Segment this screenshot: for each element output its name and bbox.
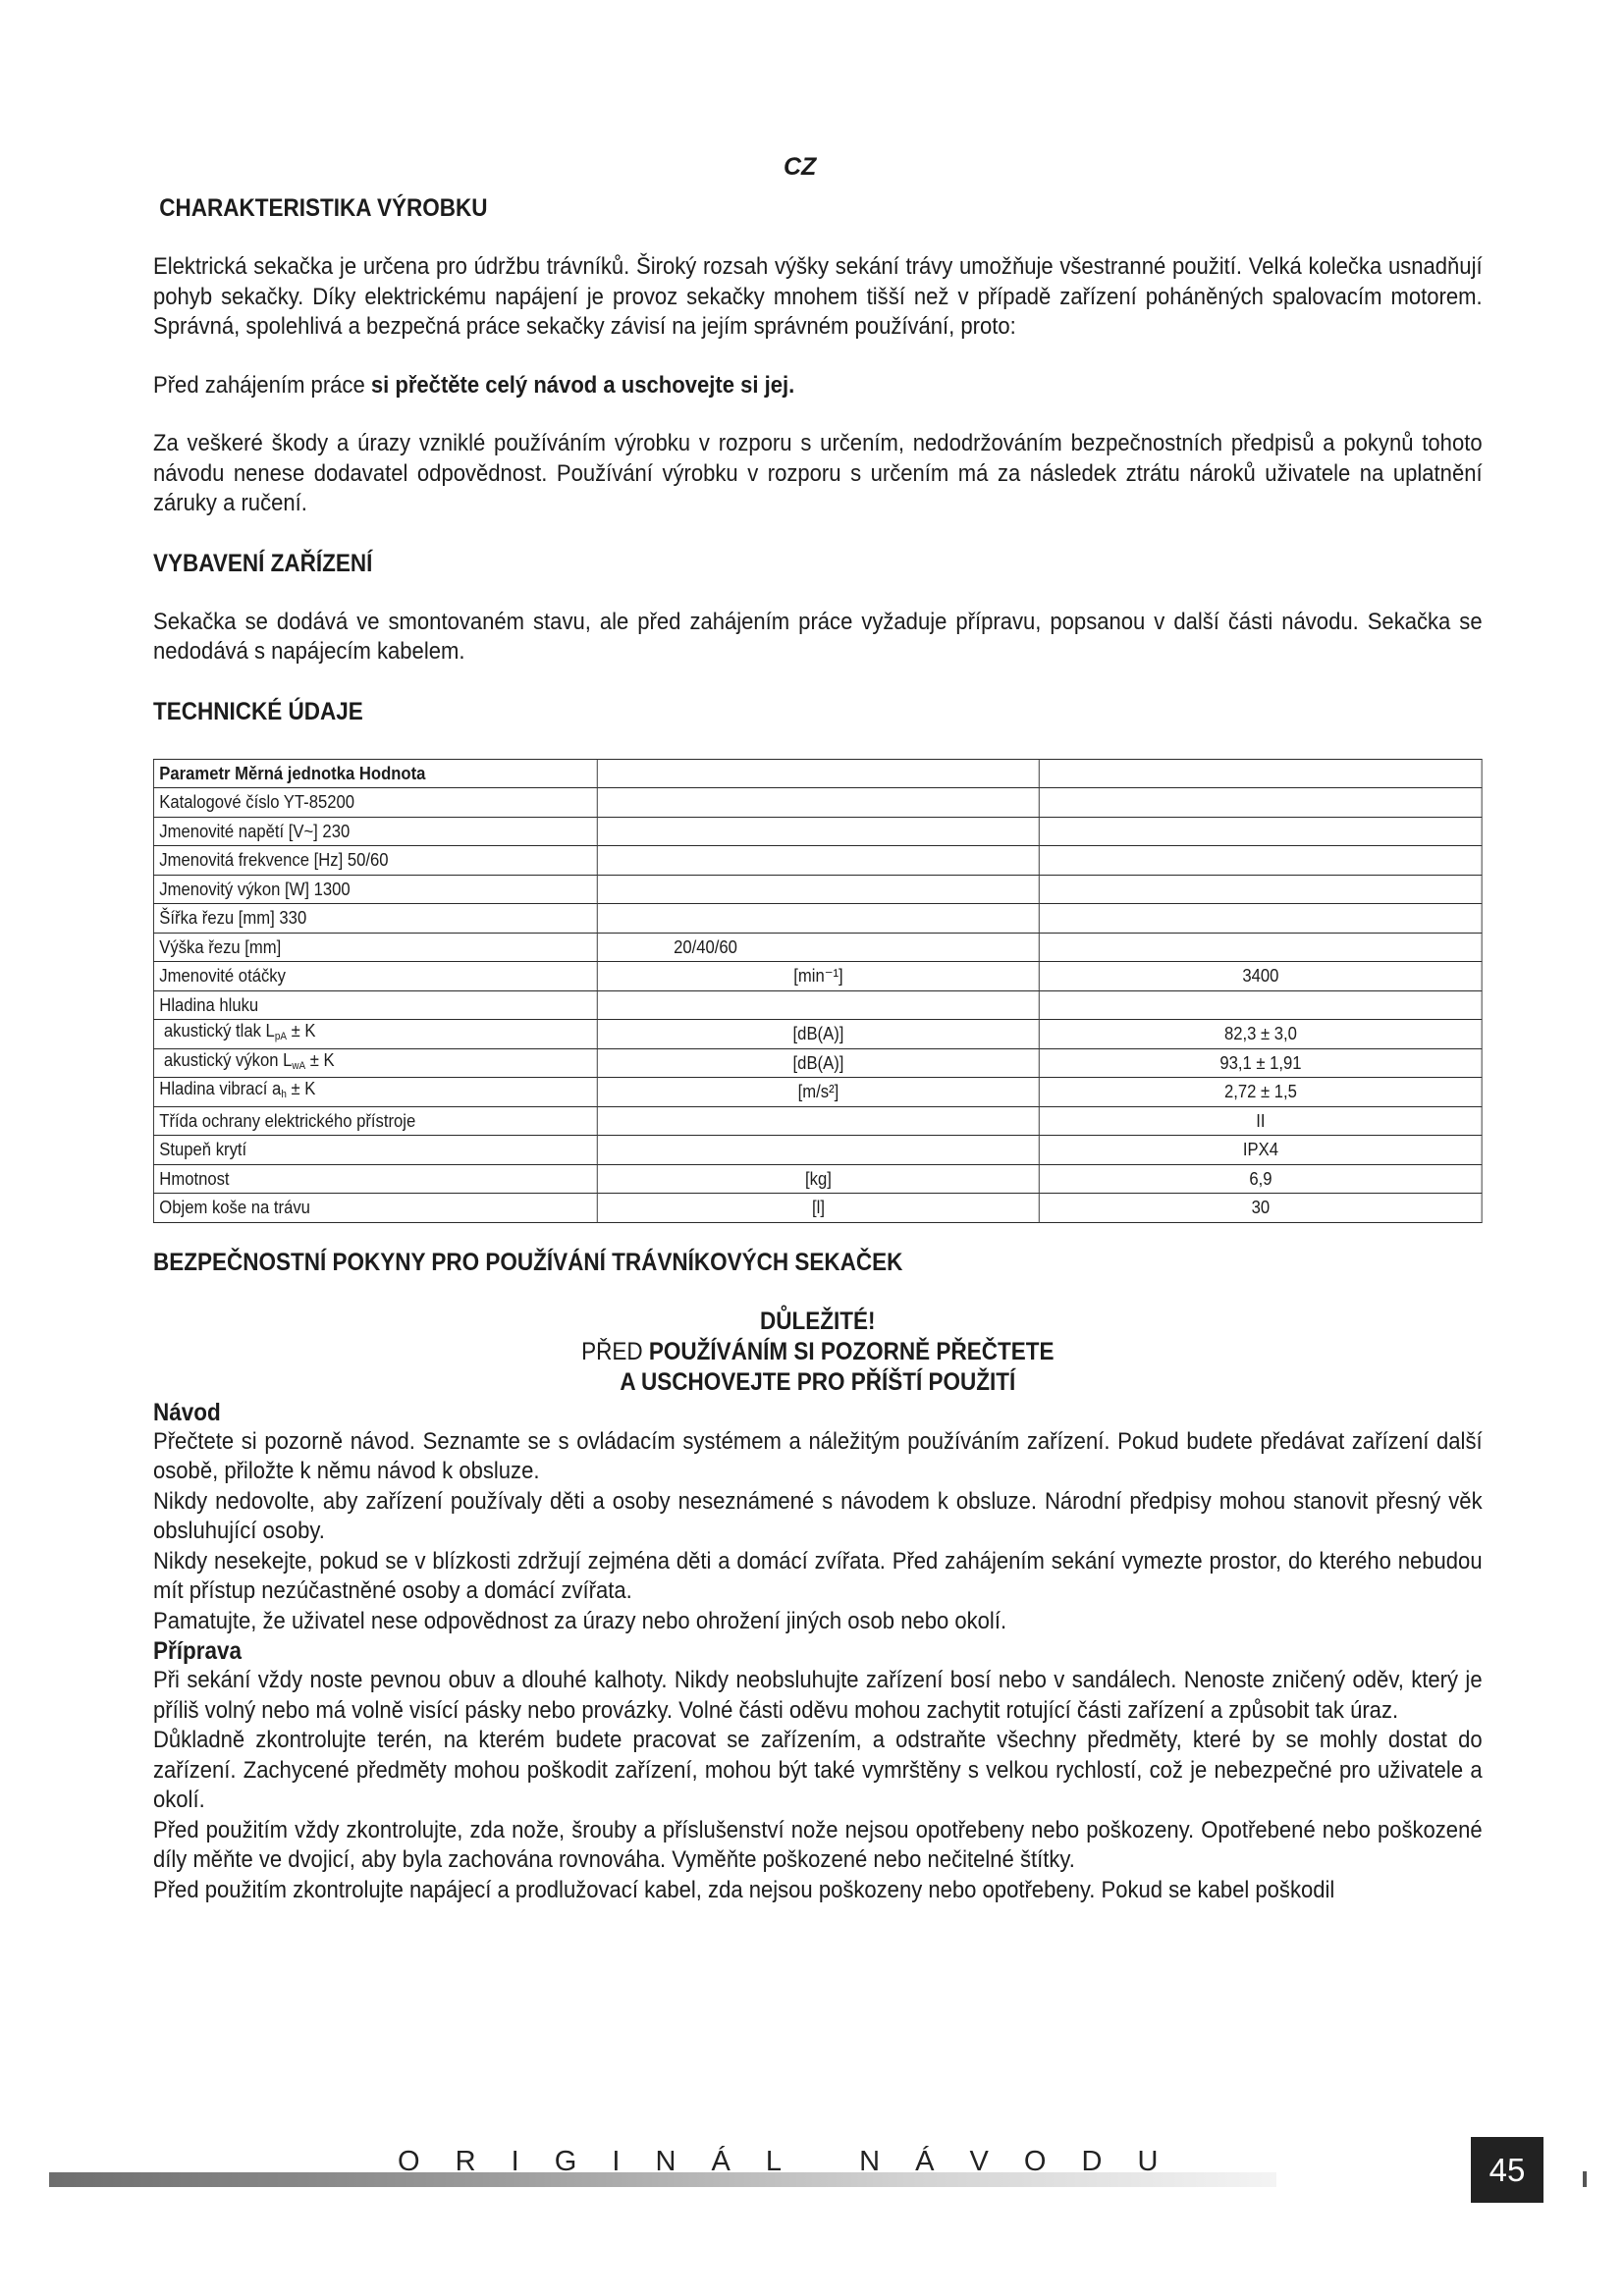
read-manual-normal: Před zahájením práce: [153, 371, 371, 399]
section-title-vybaveni: VYBAVENÍ ZAŘÍZENÍ: [153, 549, 373, 577]
footer-original-manual: [398, 2146, 1171, 2178]
section-title-technicke-udaje: TECHNICKÉ ÚDAJE: [153, 697, 363, 725]
row-unit: [dB(A)]: [597, 1048, 1039, 1078]
row-param: [153, 1078, 597, 1107]
row-param: Jmenovitá frekvence [Hz] 50/60: [153, 846, 597, 876]
important-notice: [153, 1307, 1483, 1398]
row-value: 82,3 ± 3,0: [1040, 1020, 1482, 1049]
row-value: 6,9: [1040, 1164, 1482, 1194]
important-line-2: [153, 1337, 1483, 1367]
table-row: [153, 933, 1482, 962]
row-unit: [597, 990, 1039, 1020]
important-line-1: DŮLEŽITÉ!: [760, 1307, 876, 1335]
param-suffix: ± K: [305, 1048, 335, 1070]
row-unit: [597, 1106, 1039, 1136]
row-unit: [l]: [597, 1194, 1039, 1223]
row-param: [153, 1048, 597, 1078]
edge-tick-mark: [1583, 2171, 1587, 2187]
priprava-paragraph-1: Při sekání vždy noste pevnou obuv a dlouhé kalhoty. Nikdy neobsluhujte zařízení bosí nebo v sandálech. Nenoste zničený oděv, který je příliš volný nebo má volně visící pásky nebo provázky. Volné části oděvu mohou zachytit rotující části zařízení a způsobit tak úraz.: [153, 1667, 1483, 1724]
row-param: [153, 1020, 597, 1049]
row-unit: [597, 875, 1039, 904]
row-value: 2,72 ± 1,5: [1040, 1078, 1482, 1107]
table-row: [153, 1164, 1482, 1194]
row-param: Katalogové číslo YT-85200: [153, 788, 597, 818]
table-row: [153, 1048, 1482, 1078]
row-unit: 20/40/60: [597, 933, 1039, 962]
paragraph-description: Elektrická sekačka je určena pro údržbu trávníků. Široký rozsah výšky sekání trávy umožňuje všestranné použití. Velká kolečka usnadňují pohyb sekačky. Díky elektrickému napájení je provoz sekačky mnohem tišší než v případě zařízení poháněných spalovacím motorem. Správná, spolehlivá a bezpečná práce sekačky závisí na jejím správném používání, proto:: [153, 253, 1483, 340]
row-param: Objem koše na trávu: [153, 1194, 597, 1223]
row-param: Šířka řezu [mm] 330: [153, 904, 597, 934]
row-param: Stupeň krytí: [153, 1136, 597, 1165]
table-row: [153, 875, 1482, 904]
param-suffix: ± K: [286, 1078, 316, 1099]
paragraph-read-manual: [153, 371, 1483, 401]
paragraph-equipment: Sekačka se dodává ve smontovaném stavu, ale před zahájením práce vyžaduje přípravu, popsanou v další části návodu. Sekačka se nedodává s napájecím kabelem.: [153, 608, 1483, 665]
subsection-title-navod: Návod: [153, 1398, 221, 1426]
section-title-charakteristika: CHARAKTERISTIKA VÝROBKU: [159, 194, 488, 222]
table-row: [153, 990, 1482, 1020]
row-value: [1040, 875, 1482, 904]
important-line-2-normal: PŘED: [581, 1337, 649, 1365]
row-value: IPX4: [1040, 1136, 1482, 1165]
table-row: [153, 962, 1482, 991]
navod-paragraph-4: Pamatujte, že uživatel nese odpovědnost za úrazy nebo ohrožení jiných osob nebo okolí.: [153, 1607, 1007, 1634]
row-param: Jmenovité otáčky: [153, 962, 597, 991]
page-content: [153, 192, 1483, 1905]
priprava-paragraph-3: Před použitím vždy zkontrolujte, zda nože, šrouby a příslušenství nože nejsou opotřebeny nebo poškozeny. Opotřebené nebo poškozené díly měňte ve dvojicí, aby byla zachována rovnováha. Vyměňte poškozené nebo nečitelné štítky.: [153, 1816, 1483, 1873]
table-row: [153, 904, 1482, 934]
table-row: [153, 817, 1482, 846]
row-unit: [597, 1136, 1039, 1165]
row-value: 30: [1040, 1194, 1482, 1223]
row-param: Výška řezu [mm]: [153, 933, 597, 962]
table-row: [153, 1194, 1482, 1223]
table-row: [153, 1020, 1482, 1049]
row-param: Jmenovitý výkon [W] 1300: [153, 875, 597, 904]
navod-paragraph-2: Nikdy nedovolte, aby zařízení používaly děti a osoby neseznámené s návodem k obsluze. Národní předpisy mohou stanovit přesný věk obsluhující osoby.: [153, 1487, 1483, 1544]
paragraph-liability: Za veškeré škody a úrazy vzniklé používáním výrobku v rozporu s určením, nedodržováním bezpečnostních předpisů a pokynů tohoto návodu nenese dodavatel odpovědnost. Používání výrobku v rozporu s určením má za následek ztrátu nároků uživatele na uplatnění záruky a ručení.: [153, 430, 1483, 516]
table-row: [153, 1078, 1482, 1107]
table-row: [153, 1136, 1482, 1165]
page-number: 45: [1471, 2137, 1543, 2203]
row-unit: [kg]: [597, 1164, 1039, 1194]
param-subscript: h: [281, 1089, 287, 1101]
param-text: Hladina vibrací a: [159, 1078, 282, 1099]
important-line-3: A USCHOVEJTE PRO PŘÍŠTÍ POUŽITÍ: [620, 1367, 1016, 1396]
technical-data-table: [153, 759, 1483, 1223]
row-param: Hmotnost: [153, 1164, 597, 1194]
priprava-paragraph-4: Před použitím zkontrolujte napájecí a prodlužovací kabel, zda nejsou poškozeny nebo opotřebeny. Pokud se kabel poškodil: [153, 1876, 1335, 1903]
param-text: akustický tlak L: [159, 1020, 275, 1041]
row-value: [1040, 817, 1482, 846]
row-value: 93,1 ± 1,91: [1040, 1048, 1482, 1078]
row-value: 3400: [1040, 962, 1482, 991]
language-code: CZ: [784, 153, 817, 181]
important-line-2-bold: POUŽÍVÁNÍM SI POZORNĚ PŘEČTETE: [648, 1337, 1055, 1365]
row-unit: [597, 846, 1039, 876]
subsection-title-priprava: Příprava: [153, 1637, 243, 1665]
row-unit: [min⁻¹]: [597, 962, 1039, 991]
read-manual-bold: si přečtěte celý návod a uschovejte si jej.: [370, 371, 795, 399]
table-header-cell: Parametr Měrná jednotka Hodnota: [153, 759, 597, 788]
section-title-bezpecnostni-pokyny: BEZPEČNOSTNÍ POKYNY PRO POUŽÍVÁNÍ TRÁVNÍKOVÝCH SEKAČEK: [153, 1248, 903, 1276]
priprava-paragraph-2: Důkladně zkontrolujte terén, na kterém budete pracovat se zařízením, a odstraňte všechny předměty, které by se mohly dostat do zařízení. Zachycené předměty mohou poškodit zařízení, mohou být také vymrštěny s velkou rychlostí, což je nebezpečné pro uživatele a okolí.: [153, 1727, 1483, 1813]
table-header-row: [153, 759, 1482, 788]
param-text: akustický výkon L: [159, 1048, 293, 1070]
row-unit: [dB(A)]: [597, 1020, 1039, 1049]
row-value: [1040, 933, 1482, 962]
navod-paragraph-1: Přečtete si pozorně návod. Seznamte se s ovládacím systémem a náležitým používáním zařízení. Pokud budete předávat zařízení další osobě, přiložte k němu návod k obsluze.: [153, 1427, 1483, 1484]
table-row: [153, 788, 1482, 818]
footer-text-label: O R I G I N Á L N Á V O D U: [398, 2146, 1172, 2177]
row-value: [1040, 990, 1482, 1020]
row-unit: [597, 788, 1039, 818]
row-param: Hladina hluku: [153, 990, 597, 1020]
table-row: [153, 846, 1482, 876]
row-param: Třída ochrany elektrického přístroje: [153, 1106, 597, 1136]
row-value: [1040, 846, 1482, 876]
row-param: Jmenovité napětí [V~] 230: [153, 817, 597, 846]
row-unit: [597, 904, 1039, 934]
row-unit: [597, 817, 1039, 846]
row-value: [1040, 788, 1482, 818]
table-row: [153, 1106, 1482, 1136]
row-unit: [m/s²]: [597, 1078, 1039, 1107]
row-value: II: [1040, 1106, 1482, 1136]
navod-paragraph-3: Nikdy nesekejte, pokud se v blízkosti zdržují zejména děti a domácí zvířata. Před zahájením sekání vymezte prostor, do kterého nebudou mít přístup nezúčastněné osoby a domácí zvířata.: [153, 1547, 1483, 1604]
param-subscript: pA: [274, 1031, 287, 1043]
param-suffix: ± K: [286, 1020, 316, 1041]
row-value: [1040, 904, 1482, 934]
param-subscript: wA: [292, 1059, 306, 1072]
